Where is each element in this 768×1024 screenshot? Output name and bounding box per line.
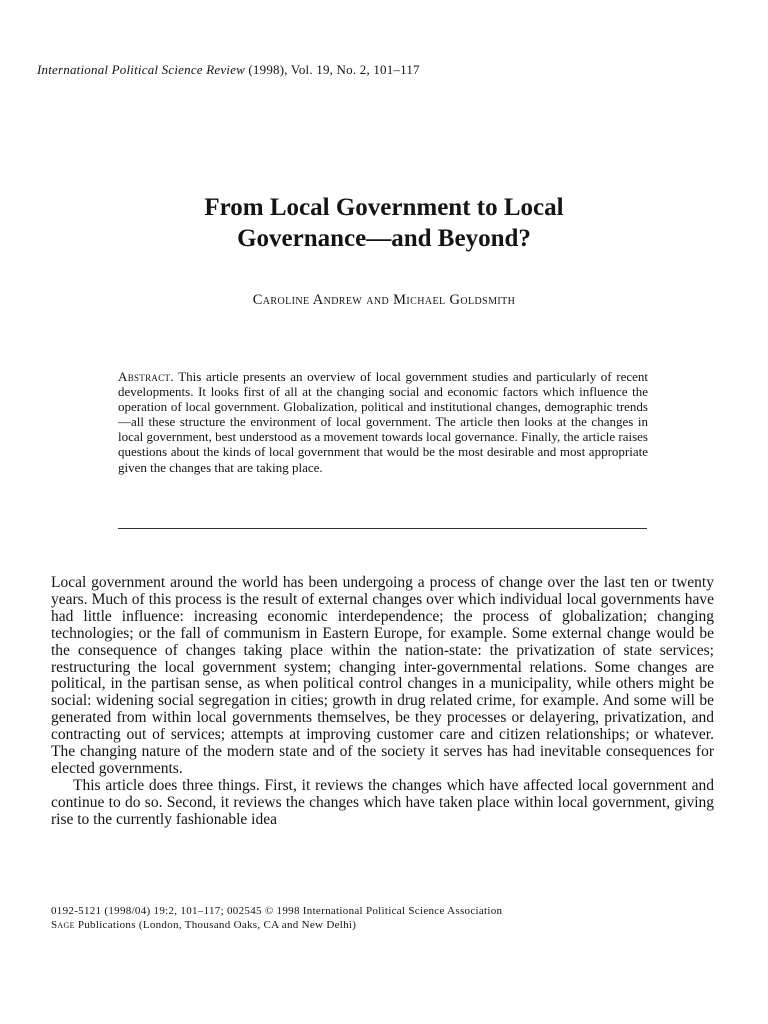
title-line-1: From Local Government to Local	[204, 194, 564, 221]
footer-identifier-line: 0192-5121 (1998/04) 19:2, 101–117; 002545 © 1998 International Political Science Association	[51, 905, 503, 917]
body-paragraph-1: Local government around the world has been undergoing a process of change over the last ten or twenty years. Much of this process is the result of external changes over which individual local governments have had little influence: increasing economic interdependence; the process of globalization; changing technologies; or the fall of communism in Eastern Europe, for example. Some external change would be the consequence of changes taking place within the nation-state: the privatization of state services; restructuring the local government system; changing inter-governmental relations. Some changes are political, in the partisan sense, as when political control changes in a municipality, while others might be social: widening social segregation in cities; growth in drug related crime, for example. And some will be generated from within local governments themselves, be they processes or delayering, privatization, and contracting out of services; attempts at improving customer care and citizen relationships; or whatever. The changing nature of the modern state and of the society it serves has had inevitable consequences for elected governments.	[51, 574, 714, 777]
article-body	[51, 575, 714, 829]
publisher-name: Sage	[51, 919, 75, 931]
publisher-locations: Publications (London, Thousand Oaks, CA and New Delhi)	[74, 919, 357, 931]
journal-name: International Political Science Review	[37, 62, 245, 77]
abstract-text: This article presents an overview of local government studies and particularly of recent developments. It looks first of all at the changing social and economic factors which influence the operation of local government. Globalization, political and institutional changes, demographic trends—all these structure the environment of local government. The article then looks at the changes in local government, best understood as a movement towards local governance. Finally, the article raises questions about the kinds of local government that would be the most desirable and most appropriate given the changes that are taking place.	[118, 369, 648, 475]
abstract-divider	[118, 528, 647, 529]
copyright-footer	[51, 904, 714, 932]
article-title	[0, 192, 768, 254]
abstract-label: Abstract.	[118, 369, 174, 384]
title-line-2: Governance—and Beyond?	[237, 225, 531, 252]
journal-details: (1998), Vol. 19, No. 2, 101–117	[244, 62, 420, 77]
abstract	[118, 369, 648, 475]
journal-citation	[37, 62, 420, 78]
footer-publisher-line	[51, 918, 714, 932]
article-authors: Caroline Andrew and Michael Goldsmith	[252, 292, 516, 308]
body-paragraph-2: This article does three things. First, it reviews the changes which have affected local government and continue to do so. Second, it reviews the changes which have taken place within local government, giving rise to the currently fashionable idea	[51, 776, 714, 828]
